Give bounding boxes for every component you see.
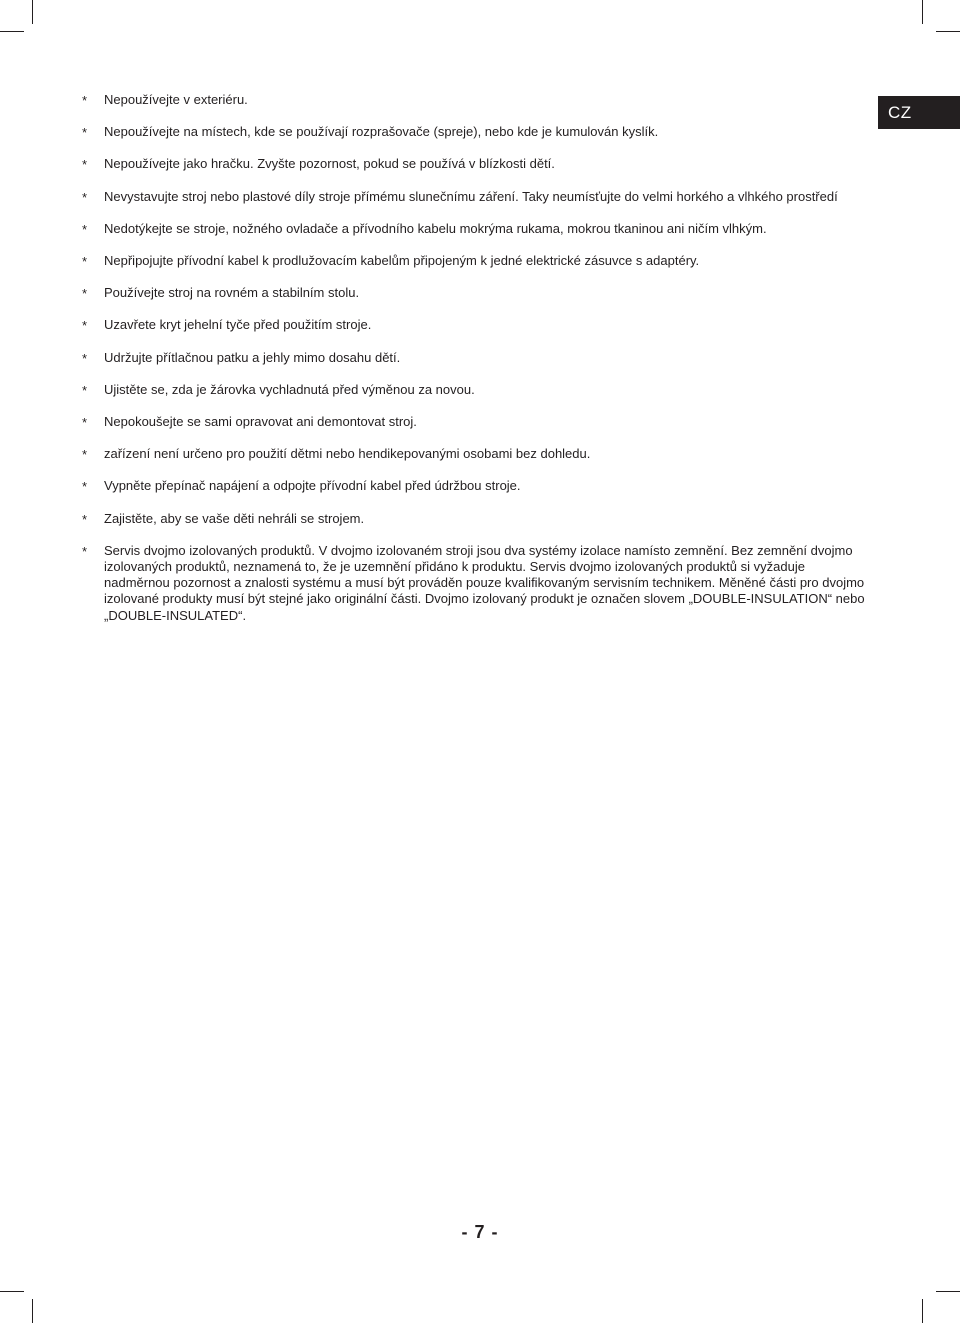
list-item-text: Nepoužívejte v exteriéru. [104, 92, 248, 107]
bullet: * [82, 93, 88, 108]
crop-mark-bottom-left-h [0, 1291, 24, 1292]
bullet: * [82, 479, 88, 495]
list-item-text: Vypněte přepínač napájení a odpojte přívodní kabel před údržbou stroje. [104, 478, 521, 494]
bullet: * [82, 318, 88, 334]
list-item-text: Používejte stroj na rovném a stabilním stolu. [104, 285, 360, 301]
bullet: * [82, 447, 88, 463]
list-item [82, 511, 872, 527]
page-number: - 7 - [461, 1222, 499, 1242]
crop-mark-top-left-h [0, 31, 24, 32]
bullet: * [82, 415, 88, 431]
bullet: * [82, 382, 88, 398]
safety-instructions-list [82, 92, 872, 640]
language-tab: CZ [878, 96, 960, 129]
list-item [82, 382, 872, 398]
bullet: * [82, 189, 88, 205]
list-item [82, 92, 872, 108]
list-item-text: Nepoužívejte jako hračku. Zvyšte pozornost, pokud se používá v blízkosti dětí. [104, 156, 555, 172]
crop-mark-top-left [32, 0, 33, 24]
crop-mark-bottom-left [32, 1299, 33, 1323]
crop-mark-bottom-right [922, 1299, 923, 1323]
bullet: * [82, 543, 88, 559]
list-item [82, 478, 872, 494]
list-item-text: Nepřipojujte přívodní kabel k prodlužovacím kabelům připojeným k jedné elektrické zásuvce s adaptéry. [104, 253, 700, 269]
list-item-text: Zajistěte, aby se vaše děti nehráli se strojem. [104, 510, 365, 526]
list-item-text: zařízení není určeno pro použití dětmi nebo hendikepovanými osobami bez dohledu. [104, 446, 591, 462]
list-item [82, 285, 872, 301]
list-item-text: Nepoužívejte na místech, kde se používají rozprašovače (spreje), nebo kde je kumulován kyslík. [104, 124, 659, 140]
list-item-text: Udržujte přítlačnou patku a jehly mimo dosahu dětí. [104, 349, 401, 365]
list-item [82, 317, 872, 333]
bullet: * [82, 157, 88, 173]
bullet: * [82, 125, 88, 141]
list-item [82, 156, 872, 172]
list-item-text: Servis dvojmo izolovaných produktů. V dvojmo izolovaném stroji jsou dva systémy izolace namísto zemnění. Bez zemnění dvojmo izolovaných produktů, neznamená to, že je uzemnění přidáno k produktu. Servis dvojmo izolovaných produktů si vyžaduje nadměrnou pozornost a znalosti systému a musí být prováděn pouze kvalifikovaným servisním technikem. Měněné části pro dvojmo izolované produkty musí být stejné jako originální části. Dvojmo izolovaný produkt je označen slovem „DOUBLE-INSULATION“ nebo „DOUBLE-INSULATED“. [104, 542, 865, 623]
crop-mark-top-right-h [936, 31, 960, 32]
list-item-text: Nevystavujte stroj nebo plastové díly stroje přímému slunečnímu záření. Taky neumísťujte do velmi horkého a vlhkého prostředí [104, 188, 838, 204]
bullet: * [82, 254, 88, 270]
list-item [82, 414, 872, 430]
bullet: * [82, 511, 88, 527]
list-item [82, 253, 872, 269]
list-item [82, 124, 872, 140]
list-item [82, 543, 872, 624]
list-item [82, 446, 872, 462]
bullet: * [82, 221, 88, 237]
list-item [82, 189, 872, 205]
list-item-text: Nepokoušejte se sami opravovat ani demontovat stroj. [104, 414, 417, 430]
list-item-text: Uzavřete kryt jehelní tyče před použitím stroje. [104, 317, 372, 333]
crop-mark-top-right [922, 0, 923, 24]
list-item [82, 350, 872, 366]
list-item [82, 221, 872, 237]
list-item-text: Nedotýkejte se stroje, nožného ovladače a přívodního kabelu mokrýma rukama, mokrou tkaninou ani ničím vlhkým. [104, 220, 767, 236]
bullet: * [82, 286, 88, 302]
crop-mark-bottom-right-h [936, 1291, 960, 1292]
list-item-text: Ujistěte se, zda je žárovka vychladnutá před výměnou za novou. [104, 381, 475, 397]
bullet: * [82, 350, 88, 366]
